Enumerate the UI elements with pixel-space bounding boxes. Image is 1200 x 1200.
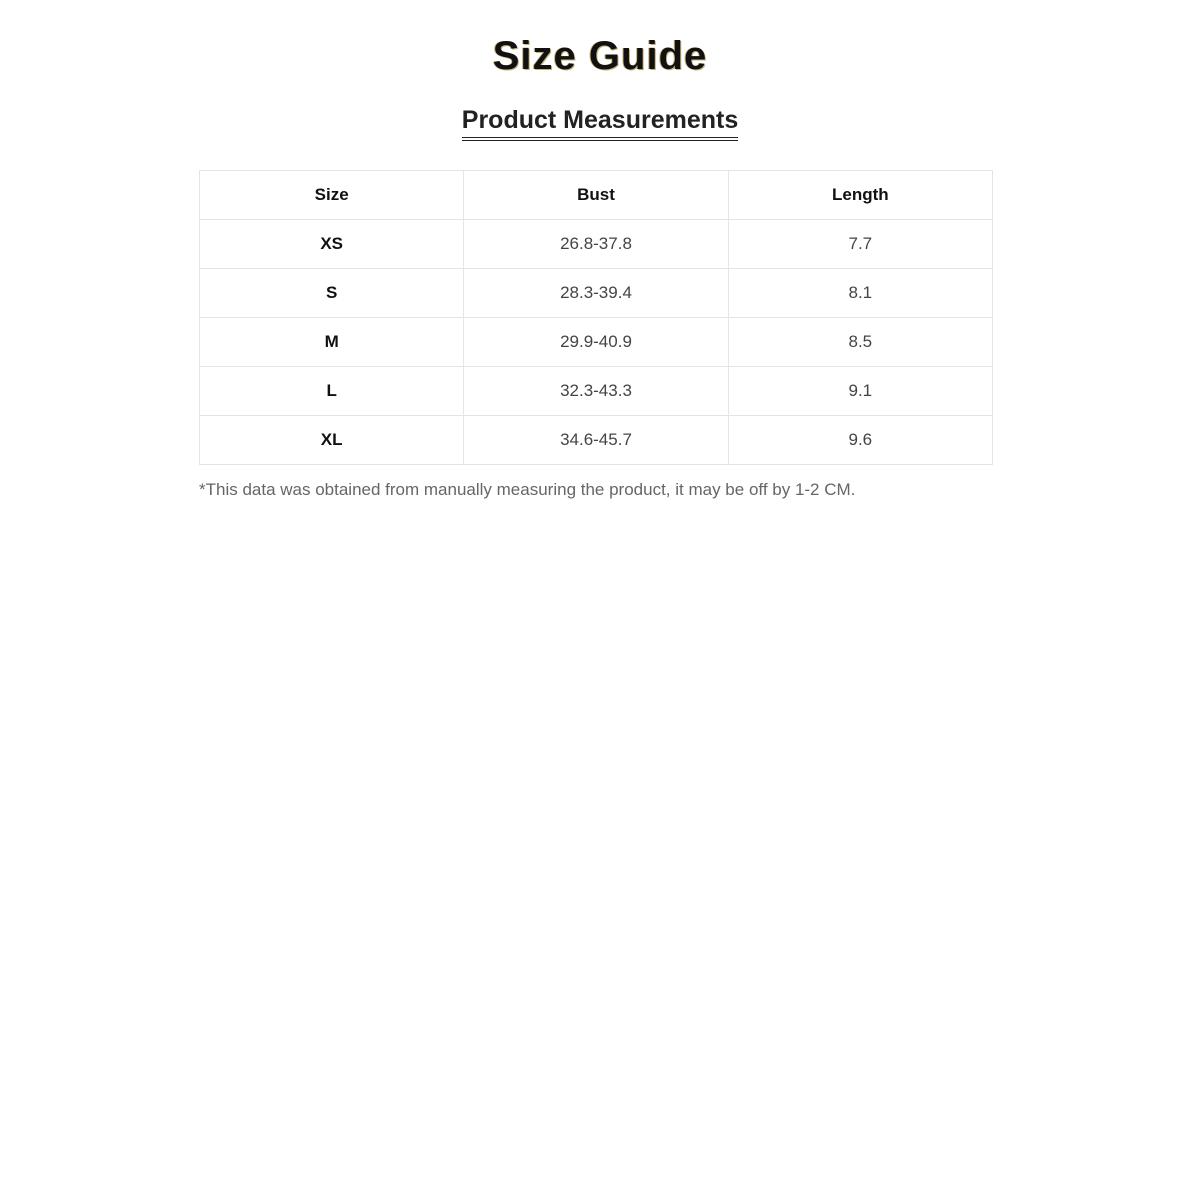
table-header-row [200, 171, 993, 220]
length-cell: 9.6 [728, 416, 992, 465]
section-title-container [0, 104, 1200, 141]
section-title: Product Measurements [462, 104, 738, 141]
table-row [200, 220, 993, 269]
bust-cell: 28.3-39.4 [464, 269, 728, 318]
size-table [199, 170, 993, 465]
page-title: Size Guide [492, 34, 708, 78]
bust-cell: 29.9-40.9 [464, 318, 728, 367]
size-cell: XS [200, 220, 464, 269]
length-cell: 7.7 [728, 220, 992, 269]
length-cell: 9.1 [728, 367, 992, 416]
size-cell: S [200, 269, 464, 318]
column-header-size: Size [200, 171, 464, 220]
table-row [200, 367, 993, 416]
size-cell: M [200, 318, 464, 367]
column-header-bust: Bust [464, 171, 728, 220]
table-row [200, 269, 993, 318]
size-cell: L [200, 367, 464, 416]
bust-cell: 26.8-37.8 [464, 220, 728, 269]
length-cell: 8.1 [728, 269, 992, 318]
measurement-footnote: *This data was obtained from manually measuring the product, it may be off by 1-2 CM. [199, 480, 856, 499]
bust-cell: 34.6-45.7 [464, 416, 728, 465]
size-cell: XL [200, 416, 464, 465]
table-row [200, 416, 993, 465]
bust-cell: 32.3-43.3 [464, 367, 728, 416]
length-cell: 8.5 [728, 318, 992, 367]
table-row [200, 318, 993, 367]
column-header-length: Length [728, 171, 992, 220]
